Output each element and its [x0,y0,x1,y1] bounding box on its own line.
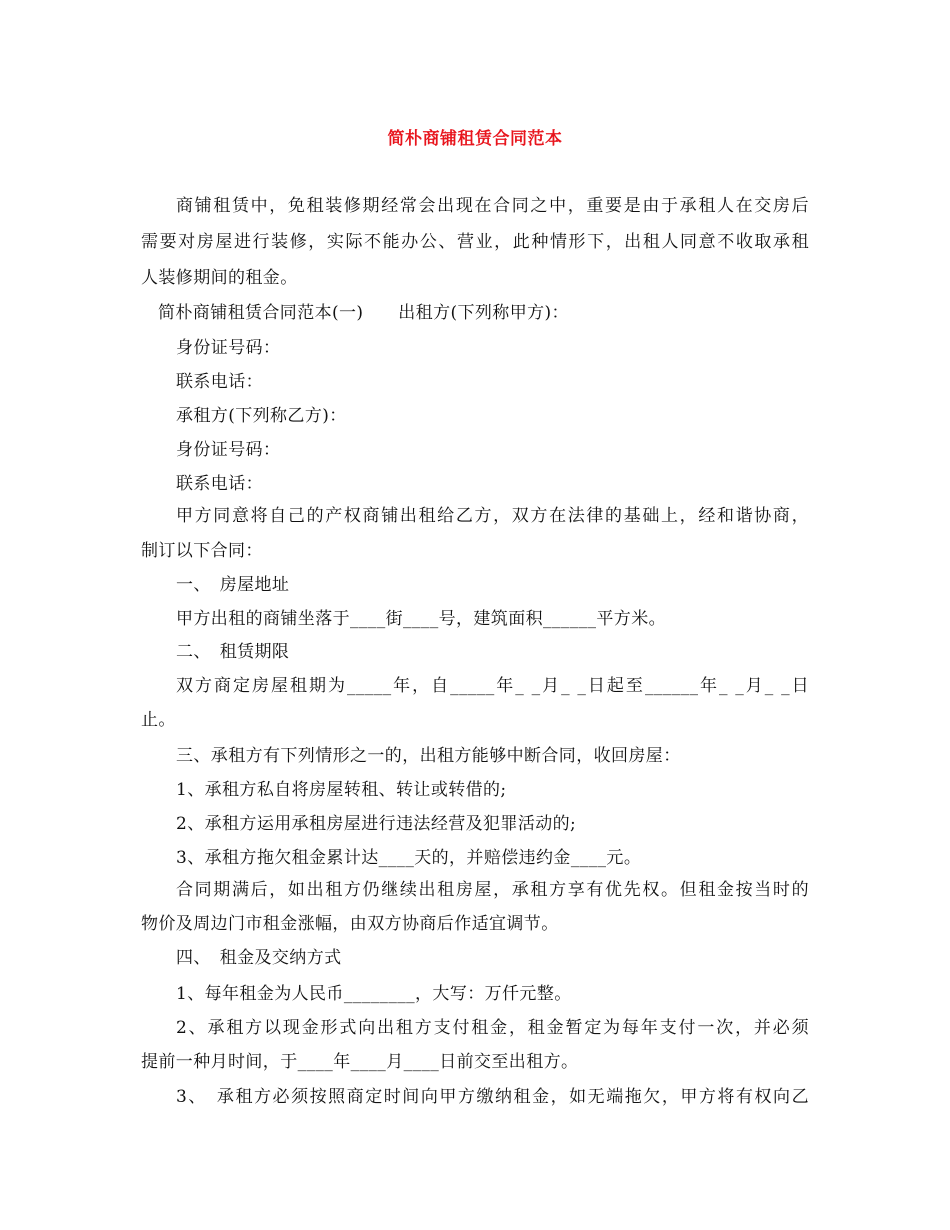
list-item: 3、承租方拖欠租金累计达____天的，并赔偿违约金____元。 [176,848,642,868]
field-label: 联系电话： [176,372,263,392]
section-heading: 三、承租方有下列情形之一的，出租方能够中断合同，收回房屋： [176,746,681,766]
field-label: 联系电话： [176,474,263,494]
section-heading-line: 简朴商铺租赁合同范本(一) 出租方(下列称甲方)： [158,303,569,323]
list-item: 1、承租方私自将房屋转租、转让或转借的; [176,780,507,800]
paragraph-line: 甲方同意将自己的产权商铺出租给乙方，双方在法律的基础上，经和谐协商， [176,506,809,526]
paragraph-line: 提前一种月时间，于____年____月____日前交至出租方。 [141,1052,579,1072]
section-heading: 四、 租金及交纳方式 [176,948,342,968]
field-label: 身份证号码： [176,338,281,358]
paragraph-line: 双方商定房屋租期为_____年，自_____年_ _月_ _日起至______年_ _月_ _日 [176,676,809,696]
field-label: 承租方(下列称乙方)： [176,406,347,426]
list-item: 3、 承租方必须按照商定时间向甲方缴纳租金，如无端拖欠，甲方将有权向乙 [176,1087,809,1107]
list-item: 2、承租方以现金形式向出租方支付租金，租金暂定为每年支付一次，并必须 [176,1018,809,1038]
list-item: 2、承租方运用承租房屋进行违法经营及犯罪活动的; [176,814,577,834]
section-heading: 二、 租赁期限 [176,642,290,662]
paragraph-line: 止。 [141,710,176,730]
list-item: 1、每年租金为人民币________，大写：万仟元整。 [176,984,572,1004]
paragraph-line: 合同期满后，如出租方仍继续出租房屋，承租方享有优先权。但租金按当时的 [176,880,809,900]
field-label: 身份证号码： [176,440,281,460]
section-heading: 一、 房屋地址 [176,575,290,595]
paragraph-line: 需要对房屋进行装修，实际不能办公、营业，此种情形下，出租人同意不收取承租 [141,232,809,252]
paragraph-line: 商铺租赁中，免租装修期经常会出现在合同之中，重要是由于承租人在交房后 [176,196,809,216]
paragraph-line: 物价及周边门市租金涨幅，由双方协商后作适宜调节。 [141,914,559,934]
paragraph-line: 人装修期间的租金。 [141,268,298,288]
paragraph-line: 甲方出租的商铺坐落于____街____号，建筑面积______平方米。 [176,609,666,629]
document-title: 简朴商铺租赁合同范本 [387,129,563,149]
paragraph-line: 制订以下合同： [141,541,263,561]
